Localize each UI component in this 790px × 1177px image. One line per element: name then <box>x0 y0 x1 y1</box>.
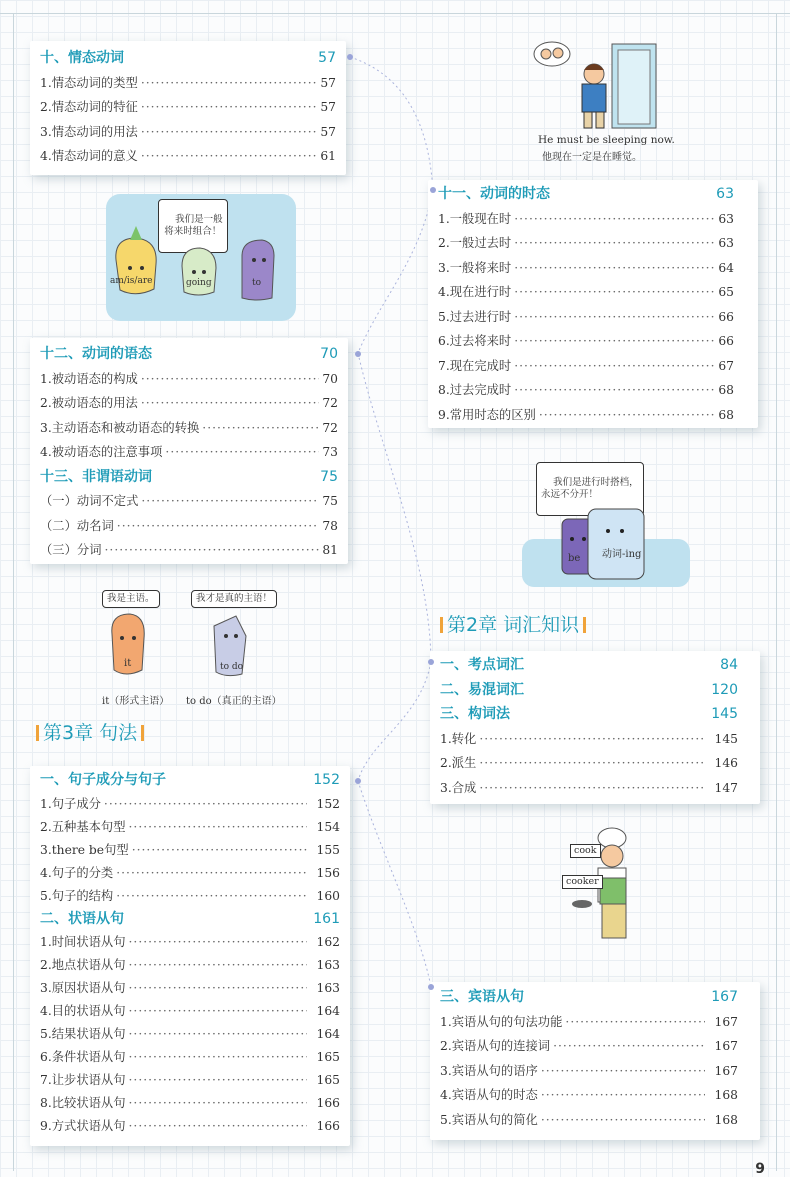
toc-page: 164 <box>316 1026 340 1041</box>
future-label-going: going <box>186 278 212 288</box>
door-illustration <box>530 38 675 163</box>
connector-dot <box>355 351 361 357</box>
toc-row[interactable] <box>40 367 338 392</box>
leader-dots <box>129 1069 307 1092</box>
toc-row[interactable] <box>40 885 340 908</box>
toc-label: （一）动词不定式 <box>40 494 139 508</box>
subject-caption-right: to do（真正的主语） <box>186 696 282 707</box>
toc-page: 155 <box>316 842 340 857</box>
toc-page: 165 <box>316 1049 340 1064</box>
toc-label: 1.时间状语从句 <box>40 934 126 949</box>
leader-dots <box>514 280 715 305</box>
chapter-bar-left <box>36 725 39 741</box>
section-page: 161 <box>313 910 340 927</box>
leader-dots <box>129 931 307 954</box>
leader-dots <box>141 489 319 514</box>
leader-dots <box>141 120 318 145</box>
toc-row[interactable] <box>40 538 338 563</box>
toc-page: 163 <box>316 980 340 995</box>
toc-row[interactable] <box>40 954 340 977</box>
toc-row[interactable] <box>40 120 336 145</box>
toc-label: 8.过去完成时 <box>438 383 512 397</box>
toc-page: 152 <box>316 796 340 811</box>
toc-page: 65 <box>718 285 734 299</box>
leader-dots <box>105 538 320 563</box>
connector-dot <box>430 187 436 193</box>
toc-page: 78 <box>322 518 338 533</box>
toc-label: 5.结果状语从句 <box>40 1026 126 1041</box>
leader-dots <box>129 977 307 1000</box>
toc-label: （二）动名词 <box>40 518 114 533</box>
section-heading[interactable] <box>40 768 340 793</box>
section-heading[interactable] <box>40 908 340 931</box>
section-10-box <box>30 41 346 175</box>
toc-label: 2.宾语从句的连接词 <box>440 1039 551 1053</box>
connector-dot <box>347 54 353 60</box>
toc-page: 64 <box>718 260 734 275</box>
leader-dots <box>479 751 704 776</box>
door-caption-en: He must be sleeping now. <box>538 134 675 146</box>
section-heading[interactable] <box>40 46 336 71</box>
section-11-box <box>428 180 758 428</box>
toc-label: 2.情态动词的特征 <box>40 100 138 114</box>
toc-row[interactable] <box>40 816 340 839</box>
toc-row[interactable] <box>440 1083 750 1108</box>
leader-dots <box>165 440 319 465</box>
section-page: 84 <box>720 657 738 673</box>
toc-label: 5.宾语从句的简化 <box>440 1112 538 1127</box>
toc-label: 3.原因状语从句 <box>40 980 126 995</box>
toc-row[interactable] <box>40 416 338 441</box>
toc-row[interactable] <box>440 727 750 752</box>
chapter-bar-left <box>440 617 443 633</box>
future-characters <box>106 194 296 321</box>
door-drawing <box>530 38 670 133</box>
toc-page: 156 <box>316 865 340 880</box>
section-heading[interactable] <box>440 678 750 703</box>
leader-dots <box>514 305 715 330</box>
leader-dots <box>141 95 318 120</box>
subject-bubble-right: 我才是真的主语！ <box>191 590 277 608</box>
section-title: 二、状语从句 <box>40 910 124 927</box>
toc-page: 57 <box>320 124 336 139</box>
door-caption-zh: 他现在一定是在睡觉。 <box>542 152 642 163</box>
toc-label: 1.情态动词的类型 <box>40 75 138 90</box>
leader-dots <box>514 207 715 232</box>
toc-row[interactable] <box>438 256 748 281</box>
toc-row[interactable] <box>438 207 748 232</box>
leader-dots <box>117 514 320 539</box>
toc-page: 162 <box>316 934 340 949</box>
toc-row[interactable] <box>438 354 748 379</box>
toc-label: 4.目的状语从句 <box>40 1003 126 1018</box>
leader-dots <box>202 416 319 441</box>
leader-dots <box>553 1034 704 1059</box>
subject-caption-left: it（形式主语） <box>102 696 170 707</box>
leader-dots <box>541 1108 705 1133</box>
toc-page: 81 <box>322 543 338 557</box>
toc-page: 164 <box>316 1003 340 1018</box>
leader-dots <box>116 885 306 908</box>
section-heading[interactable] <box>438 182 748 207</box>
page-frame-top <box>0 13 790 14</box>
toc-page: 145 <box>714 731 738 746</box>
future-bubble-text: 我们是一般 将来时组合！ <box>164 214 223 237</box>
toc-row[interactable] <box>438 378 748 403</box>
section-title: 十二、动词的语态 <box>40 346 152 362</box>
leader-dots <box>141 391 320 416</box>
leader-dots <box>141 71 318 96</box>
toc-row[interactable] <box>440 776 750 801</box>
chapter-bar-right <box>583 617 586 633</box>
toc-page: 168 <box>714 1088 738 1102</box>
toc-label: 8.比较状语从句 <box>40 1095 126 1110</box>
toc-page: 165 <box>316 1072 340 1087</box>
toc-page: 147 <box>714 780 738 795</box>
toc-row[interactable] <box>40 144 336 169</box>
section-title: 三、构词法 <box>440 706 510 722</box>
toc-label: 4.宾语从句的时态 <box>440 1088 538 1102</box>
toc-label: 6.过去将来时 <box>438 334 512 348</box>
toc-label: （三）分词 <box>40 543 102 557</box>
toc-page: 146 <box>714 756 738 770</box>
toc-page: 167 <box>714 1014 738 1029</box>
section-heading[interactable] <box>40 465 338 490</box>
toc-label: 3.情态动词的用法 <box>40 124 138 139</box>
toc-label: 9.常用时态的区别 <box>438 407 536 422</box>
toc-page: 167 <box>714 1063 738 1078</box>
leader-dots <box>514 354 715 379</box>
toc-row[interactable] <box>40 839 340 862</box>
toc-page: 73 <box>322 445 338 459</box>
future-label-to: to <box>252 278 262 288</box>
toc-label: 3.宾语从句的语序 <box>440 1063 538 1078</box>
toc-page: 63 <box>718 236 734 250</box>
toc-row[interactable] <box>40 1000 340 1023</box>
toc-label: 2.五种基本句型 <box>40 819 126 834</box>
chapter-2-title-text: 第2章 词汇知识 <box>447 614 580 636</box>
toc-page: 68 <box>718 407 734 422</box>
leader-dots <box>479 776 704 801</box>
future-label-be: am/is/are <box>110 276 153 286</box>
subject-label-todo: to do <box>220 662 244 672</box>
toc-label: 1.一般现在时 <box>438 211 512 226</box>
section-page: 167 <box>711 989 738 1005</box>
cook-label: cook <box>570 844 601 858</box>
leader-dots <box>141 367 320 392</box>
chapter-3-title-text: 第3章 句法 <box>43 722 138 744</box>
toc-label: 4.情态动词的意义 <box>40 149 138 163</box>
toc-page: 168 <box>714 1112 738 1127</box>
toc-label: 5.句子的结构 <box>40 888 114 903</box>
section-title: 二、易混词汇 <box>440 681 524 698</box>
toc-page: 72 <box>322 420 338 435</box>
toc-row[interactable] <box>40 71 336 96</box>
page-frame-right <box>776 13 777 1171</box>
page-number: 9 <box>755 1161 765 1177</box>
toc-label: 3.there be句型 <box>40 842 129 857</box>
leader-dots <box>129 1000 307 1023</box>
page-frame-left <box>13 13 14 1171</box>
section-heading[interactable] <box>440 985 750 1010</box>
toc-row[interactable] <box>40 931 340 954</box>
progressive-bubble-text: 我们是进行时搭档， 永远不分开！ <box>541 477 639 500</box>
toc-row[interactable] <box>40 95 336 120</box>
chapter-2-box <box>430 651 760 804</box>
section-title: 一、考点词汇 <box>440 657 524 673</box>
toc-page: 154 <box>316 819 340 834</box>
leader-dots <box>129 1023 307 1046</box>
leader-dots <box>104 793 307 816</box>
leader-dots <box>539 403 716 428</box>
toc-row[interactable] <box>40 1023 340 1046</box>
toc-label: 1.宾语从句的句法功能 <box>440 1014 563 1029</box>
leader-dots <box>129 954 307 977</box>
chapter-3-title <box>32 722 148 744</box>
toc-row[interactable] <box>40 1046 340 1069</box>
toc-row[interactable] <box>40 391 338 416</box>
leader-dots <box>541 1059 705 1084</box>
leader-dots <box>541 1083 705 1108</box>
toc-label: 1.被动语态的构成 <box>40 371 138 386</box>
toc-label: 3.主动语态和被动语态的转换 <box>40 420 200 435</box>
toc-label: 1.转化 <box>440 731 477 746</box>
chapter-bar-right <box>141 725 144 741</box>
toc-label: 7.让步状语从句 <box>40 1072 126 1087</box>
section-heading[interactable] <box>40 342 338 367</box>
leader-dots <box>141 144 318 169</box>
subject-label-it: it <box>124 658 132 669</box>
toc-row[interactable] <box>438 305 748 330</box>
toc-row[interactable] <box>438 231 748 256</box>
toc-row[interactable] <box>438 403 748 428</box>
toc-row[interactable] <box>40 440 338 465</box>
leader-dots <box>129 816 307 839</box>
toc-page: 166 <box>316 1095 340 1110</box>
toc-page: 63 <box>718 211 734 226</box>
progressive-label-ing: 动词-ing <box>602 549 642 560</box>
toc-label: 2.被动语态的用法 <box>40 396 138 410</box>
chapter-3-section-3-box <box>430 982 760 1140</box>
toc-label: 5.过去进行时 <box>438 309 512 324</box>
toc-row[interactable] <box>40 489 338 514</box>
section-heading[interactable] <box>440 702 750 727</box>
toc-row[interactable] <box>40 862 340 885</box>
leader-dots <box>132 839 307 862</box>
toc-row[interactable] <box>40 1092 340 1115</box>
leader-dots <box>514 378 715 403</box>
chapter-3-box <box>30 766 350 1146</box>
toc-page: 70 <box>322 371 338 386</box>
section-title: 十三、非谓语动词 <box>40 468 152 485</box>
toc-row[interactable] <box>438 329 748 354</box>
section-page: 75 <box>320 468 338 485</box>
toc-page: 57 <box>320 100 336 114</box>
subject-illustration <box>96 586 286 708</box>
toc-label: 1.句子成分 <box>40 796 101 811</box>
toc-row[interactable] <box>40 1115 340 1138</box>
section-page: 63 <box>716 186 734 202</box>
toc-page: 66 <box>718 334 734 348</box>
subject-bubble-left: 我是主语。 <box>102 590 160 608</box>
toc-row[interactable] <box>40 1069 340 1092</box>
connector-dot <box>355 778 361 784</box>
section-heading[interactable] <box>440 653 750 678</box>
toc-page: 167 <box>714 1039 738 1053</box>
toc-page: 66 <box>718 309 734 324</box>
cook-illustration <box>560 826 640 946</box>
toc-label: 4.句子的分类 <box>40 865 114 880</box>
toc-label: 9.方式状语从句 <box>40 1118 126 1133</box>
section-page: 70 <box>320 346 338 362</box>
toc-label: 4.被动语态的注意事项 <box>40 445 163 459</box>
leader-dots <box>514 231 715 256</box>
cooker-label: cooker <box>562 875 603 889</box>
toc-label: 6.条件状语从句 <box>40 1049 126 1064</box>
toc-page: 166 <box>316 1118 340 1133</box>
connector-dot <box>428 659 434 665</box>
section-page: 145 <box>711 706 738 722</box>
leader-dots <box>479 727 704 752</box>
leader-dots <box>565 1010 704 1035</box>
section-title: 三、宾语从句 <box>440 989 524 1005</box>
leader-dots <box>514 329 715 354</box>
section-page: 57 <box>318 50 336 66</box>
toc-label: 3.合成 <box>440 780 477 795</box>
progressive-label-be: be <box>568 553 581 564</box>
section-12-13-box <box>30 338 348 564</box>
subject-characters <box>96 586 286 686</box>
toc-row[interactable] <box>440 1108 750 1133</box>
toc-page: 67 <box>718 358 734 373</box>
toc-label: 2.地点状语从句 <box>40 957 126 972</box>
leader-dots <box>129 1046 307 1069</box>
section-title: 十一、动词的时态 <box>438 186 550 202</box>
toc-row[interactable] <box>440 751 750 776</box>
progressive-characters <box>522 459 690 589</box>
toc-row[interactable] <box>40 977 340 1000</box>
toc-label: 3.一般将来时 <box>438 260 512 275</box>
toc-page: 163 <box>316 957 340 972</box>
section-title: 一、句子成分与句子 <box>40 772 166 788</box>
toc-page: 68 <box>718 383 734 397</box>
toc-page: 75 <box>322 494 338 508</box>
progressive-illustration <box>522 459 690 589</box>
section-title: 十、情态动词 <box>40 50 124 66</box>
leader-dots <box>116 862 306 885</box>
leader-dots <box>129 1115 307 1138</box>
toc-page: 160 <box>316 888 340 903</box>
chapter-2-title <box>436 614 590 636</box>
leader-dots <box>514 256 715 281</box>
toc-row[interactable] <box>40 514 338 539</box>
toc-label: 4.现在进行时 <box>438 285 512 299</box>
toc-row[interactable] <box>440 1010 750 1035</box>
toc-row[interactable] <box>440 1034 750 1059</box>
toc-page: 57 <box>320 75 336 90</box>
leader-dots <box>129 1092 307 1115</box>
toc-page: 61 <box>320 149 336 163</box>
toc-label: 2.一般过去时 <box>438 236 512 250</box>
future-tense-illustration <box>106 194 296 321</box>
toc-label: 2.派生 <box>440 756 477 770</box>
toc-row[interactable] <box>438 280 748 305</box>
section-page: 152 <box>313 772 340 788</box>
connector-dot <box>428 984 434 990</box>
toc-row[interactable] <box>40 793 340 816</box>
toc-page: 72 <box>322 396 338 410</box>
toc-row[interactable] <box>440 1059 750 1084</box>
toc-label: 7.现在完成时 <box>438 358 512 373</box>
section-page: 120 <box>711 681 738 698</box>
